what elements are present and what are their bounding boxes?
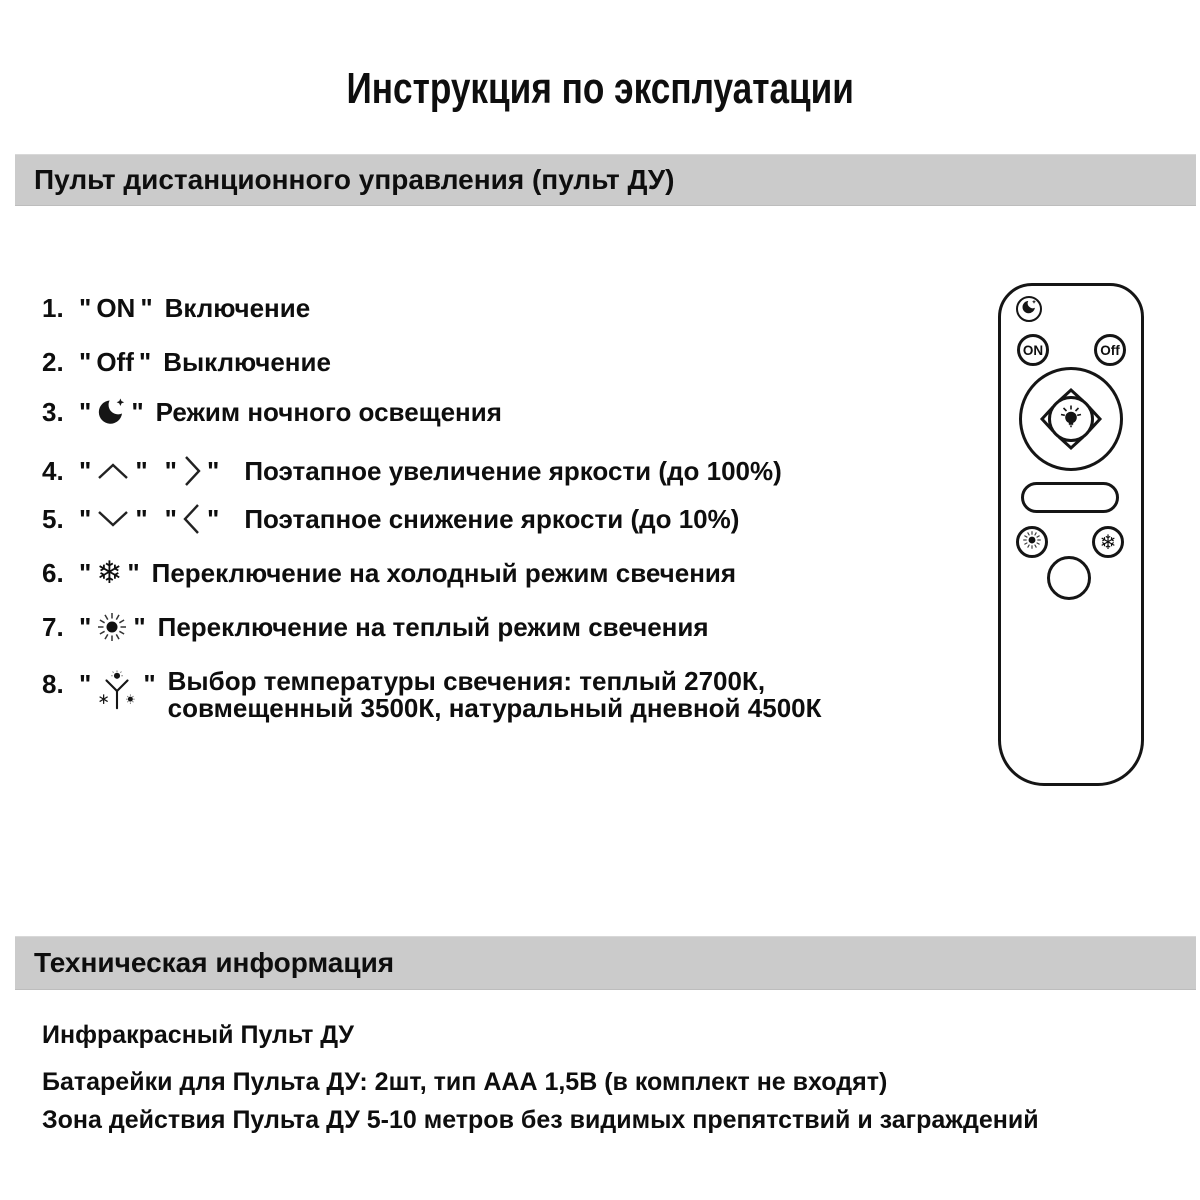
item-text-line1: Выбор температуры свечения: теплый 2700К, bbox=[167, 666, 766, 696]
remote-warm-mode-button bbox=[1016, 526, 1048, 558]
tech-line-batteries: Батарейки для Пульта ДУ: 2шт, тип ААА 1,5В (в комплект не входят) bbox=[42, 1068, 888, 1096]
item-text: Выключение bbox=[163, 346, 331, 377]
quote-mark: " bbox=[79, 669, 92, 699]
quote-mark: " bbox=[79, 292, 92, 323]
remote-off-button bbox=[1094, 334, 1126, 366]
quote-mark: " bbox=[79, 396, 92, 427]
item-number: 8. bbox=[42, 669, 64, 699]
quote-mark: " bbox=[133, 611, 146, 642]
remote-control-drawing bbox=[998, 283, 1144, 786]
moon-icon bbox=[1021, 299, 1037, 320]
chevron-down-icon bbox=[96, 509, 130, 529]
list-item-temperature-select bbox=[42, 668, 821, 722]
moon-icon bbox=[96, 397, 126, 427]
remote-pill-button bbox=[1021, 482, 1119, 513]
list-item-brightness-down bbox=[42, 501, 739, 537]
list-item-off bbox=[42, 344, 331, 380]
remote-round-button bbox=[1047, 556, 1091, 600]
list-item-warm-mode bbox=[42, 609, 709, 645]
quote-mark: " bbox=[140, 292, 153, 323]
chevron-up-icon bbox=[96, 461, 130, 481]
chevron-left-icon bbox=[182, 502, 202, 536]
list-item-on bbox=[42, 290, 310, 326]
section-header-tech bbox=[15, 936, 1196, 990]
remote-on-button bbox=[1017, 334, 1049, 366]
sun-icon bbox=[1022, 530, 1042, 555]
remote-on-label: ON bbox=[1022, 342, 1044, 358]
quote-mark: " bbox=[79, 611, 92, 642]
section-header-remote bbox=[15, 154, 1196, 206]
item-text: Переключение на холодный режим свечения bbox=[151, 557, 737, 588]
quote-mark: " bbox=[127, 557, 140, 588]
quote-mark: " bbox=[79, 455, 92, 486]
quote-mark: " bbox=[79, 346, 92, 377]
quote-mark: " bbox=[206, 455, 220, 486]
section-header-tech-label: Техническая информация bbox=[34, 947, 395, 978]
off-button-label: Off bbox=[96, 346, 134, 377]
snowflake-icon: ❄ bbox=[96, 554, 123, 591]
item-text: Переключение на теплый режим свечения bbox=[157, 611, 709, 642]
list-item-cold-mode bbox=[42, 555, 736, 591]
quote-mark: " bbox=[79, 557, 92, 588]
quote-mark: " bbox=[164, 503, 177, 534]
quote-mark: " bbox=[135, 455, 148, 486]
quote-mark: " bbox=[135, 503, 148, 534]
item-number: 6. bbox=[42, 557, 64, 588]
section-header-remote-label: Пульт дистанционного управления (пульт ДУ) bbox=[34, 164, 675, 195]
color-temperature-selector-icon bbox=[96, 670, 138, 714]
remote-direction-pad bbox=[1019, 367, 1123, 471]
remote-cold-mode-button bbox=[1092, 526, 1124, 558]
quote-mark: " bbox=[164, 455, 177, 486]
item-number: 2. bbox=[42, 346, 64, 377]
item-text: Режим ночного освещения bbox=[155, 396, 502, 427]
item-number: 5. bbox=[42, 503, 64, 534]
tech-line-range: Зона действия Пульта ДУ 5-10 метров без видимых препятствий и заграждений bbox=[42, 1106, 1039, 1134]
quote-mark: " bbox=[206, 503, 220, 534]
quote-mark: " bbox=[131, 396, 144, 427]
item-number: 4. bbox=[42, 455, 64, 486]
remote-off-label: Off bbox=[1100, 342, 1120, 358]
item-text: Поэтапное увеличение яркости (до 100%) bbox=[244, 455, 782, 486]
item-text: Включение bbox=[164, 292, 311, 323]
quote-mark: " bbox=[143, 669, 156, 699]
item-text: Поэтапное снижение яркости (до 10%) bbox=[244, 503, 740, 534]
quote-mark: " bbox=[138, 346, 152, 377]
remote-bulb-button bbox=[1048, 396, 1094, 442]
item-number: 7. bbox=[42, 611, 64, 642]
tech-line-ir: Инфракрасный Пульт ДУ bbox=[42, 1021, 354, 1049]
item-text-line2: совмещенный 3500К, натуральный дневной 4500К bbox=[167, 693, 822, 723]
page-title-text: Инструкция по эксплуатации bbox=[346, 64, 854, 113]
list-item-night-mode bbox=[42, 394, 502, 430]
quote-mark: " bbox=[79, 503, 92, 534]
light-bulb-icon bbox=[1058, 404, 1084, 435]
snowflake-icon: ❄ bbox=[1099, 530, 1117, 554]
chevron-right-icon bbox=[182, 454, 202, 488]
on-button-label: ON bbox=[96, 292, 136, 323]
sun-icon bbox=[96, 611, 128, 643]
remote-night-mode-button bbox=[1016, 296, 1042, 322]
list-item-brightness-up bbox=[42, 453, 782, 489]
page-title bbox=[0, 66, 1200, 112]
item-text-block bbox=[168, 668, 822, 722]
item-number: 3. bbox=[42, 396, 64, 427]
item-number: 1. bbox=[42, 292, 64, 323]
